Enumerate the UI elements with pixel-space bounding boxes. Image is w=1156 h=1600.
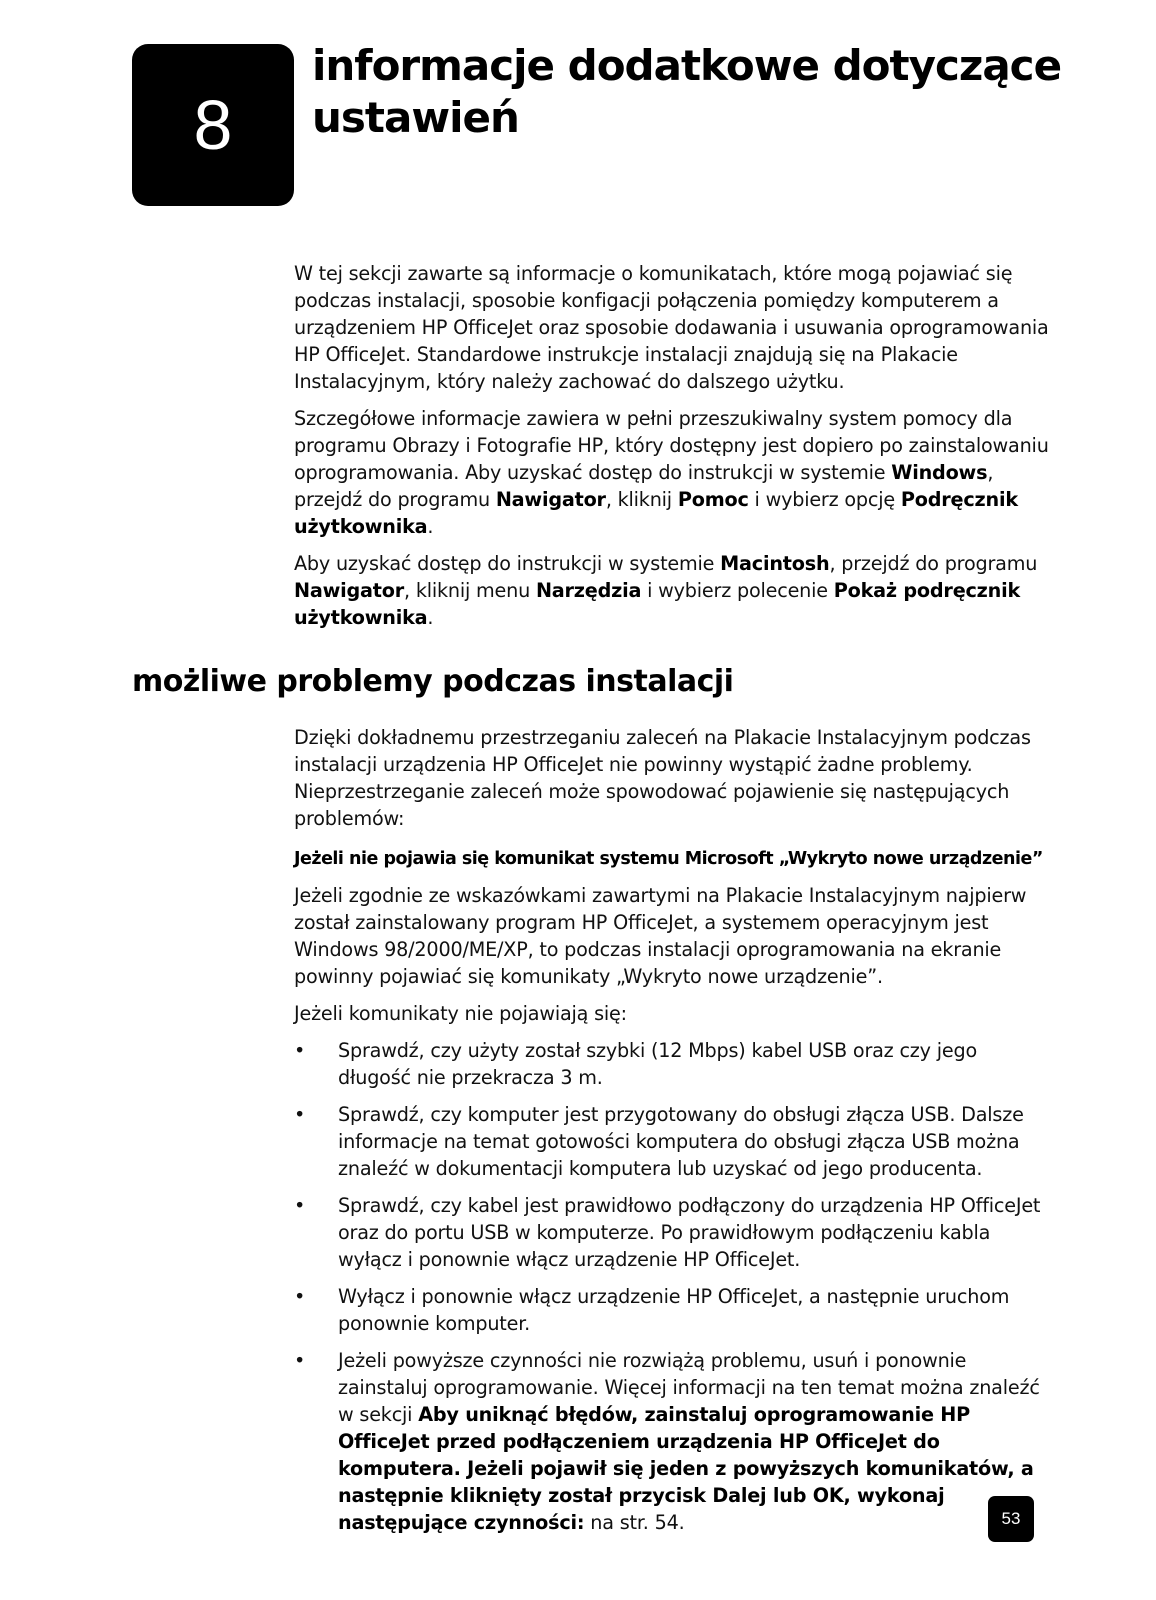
bullet-icon: • — [294, 1103, 306, 1126]
text-run: , przejdź do programu — [829, 552, 1038, 575]
text-run: i wybierz polecenie — [641, 579, 834, 602]
text-run: . — [427, 606, 434, 629]
chapter-title — [312, 40, 1092, 144]
podrecznik-term: Podręcznik użytkownika — [294, 488, 1018, 538]
text-run: Jeżeli powyższe czynności nie rozwiążą problemu, usuń i ponownie zainstaluj oprogramowanie. Więcej informacji na ten temat można znaleźć w sekcji — [338, 1349, 1040, 1426]
pomoc-term: Pomoc — [677, 488, 749, 511]
nawigator-term: Nawigator — [495, 488, 606, 511]
list-item-text: Sprawdź, czy kabel jest prawidłowo podłączony do urządzenia HP OfficeJet oraz do portu USB w komputerze. Po prawidłowym podłączeniu kabla wyłącz i ponownie włącz urządzenie HP OfficeJet. — [338, 1194, 1041, 1271]
section-paragraph-2: Jeżeli zgodnie ze wskazówkami zawartymi na Plakacie Instalacyjnym najpierw został zainstalowany program HP OfficeJet, a systemem operacyjnym jest Windows 98/2000/ME/XP, to podczas instalacji oprogramowania na ekranie powinny pojawiać się komunikaty „Wykryto nowe urządzenie”. — [294, 884, 1027, 988]
troubleshooting-list — [294, 1037, 1054, 1536]
text-run: , kliknij — [605, 488, 678, 511]
list-item — [294, 1192, 1054, 1273]
list-item — [294, 1283, 1054, 1337]
text-run: . — [427, 515, 434, 538]
text-run: Szczegółowe informacje zawiera w pełni przeszukiwalny system pomocy dla programu Obrazy i Fotografie HP, który dostępny jest dopiero po zainstalowaniu oprogramowania. Aby uzyskać dostęp do instrukcji w systemie — [294, 407, 1049, 484]
page-number: 53 — [1001, 1509, 1021, 1528]
cross-reference: Aby uniknąć błędów, zainstaluj oprogramowanie HP OfficeJet przed podłączeniem urządzenia HP OfficeJet do komputera. Jeżeli pojawił się jeden z powyższych komunikatów, a następnie kliknięty został przycisk Dalej lub OK, wykonaj następujące czynności: — [338, 1403, 1034, 1534]
pokaz-podrecznik-term: Pokaż podręcznik użytkownika — [294, 579, 1021, 629]
list-item-text: Sprawdź, czy użyty został szybki (12 Mbps) kabel USB oraz czy jego długość nie przekracza 3 m. — [338, 1039, 977, 1089]
list-item — [294, 1037, 1054, 1091]
text-run: i wybierz opcję — [748, 488, 901, 511]
chapter-title-line-2: ustawień — [312, 93, 519, 142]
nawigator-term: Nawigator — [294, 579, 405, 602]
page-number-badge — [988, 1496, 1034, 1542]
intro-block — [294, 260, 1054, 641]
windows-term: Windows — [891, 461, 988, 484]
section-paragraph-3: Jeżeli komunikaty nie pojawiają się: — [294, 1002, 627, 1025]
section-heading: możliwe problemy podczas instalacji — [132, 664, 734, 699]
list-item-text: Wyłącz i ponownie włącz urządzenie HP OfficeJet, a następnie uruchom ponownie komputer. — [338, 1285, 1010, 1335]
intro-paragraph-1: W tej sekcji zawarte są informacje o komunikatach, które mogą pojawiać się podczas instalacji, sposobie konfigacji połączenia pomiędzy komputerem a urządzeniem HP OfficeJet oraz sposobie dodawania i usuwania oprogramowania HP OfficeJet. Standardowe instrukcje instalacji znajdują się na Plakacie Instalacyjnym, który należy zachować do dalszego użytku. — [294, 262, 1049, 393]
intro-paragraph-3 — [294, 550, 1054, 631]
chapter-number: 8 — [193, 86, 233, 164]
page-reference: na str. 54. — [584, 1511, 685, 1534]
list-item — [294, 1101, 1054, 1182]
section-body — [294, 724, 1054, 1546]
bullet-icon: • — [294, 1194, 306, 1217]
text-run: , przejdź do programu — [294, 461, 994, 511]
text-run: , kliknij menu — [404, 579, 536, 602]
chapter-title-line-1: informacje dodatkowe dotyczące — [312, 41, 1062, 90]
bullet-icon: • — [294, 1039, 306, 1062]
intro-paragraph-2 — [294, 405, 1054, 540]
bullet-icon: • — [294, 1349, 306, 1372]
bullet-icon: • — [294, 1285, 306, 1308]
subheading: Jeżeli nie pojawia się komunikat systemu Microsoft „Wykryto nowe urządzenie” — [294, 849, 1043, 869]
text-run: Aby uzyskać dostęp do instrukcji w systemie — [294, 552, 721, 575]
narzedzia-term: Narzędzia — [535, 579, 642, 602]
section-paragraph-1: Dzięki dokładnemu przestrzeganiu zaleceń na Plakacie Instalacyjnym podczas instalacji urządzenia HP OfficeJet nie powinny wystąpić żadne problemy. Nieprzestrzeganie zaleceń może spowodować pojawienie się następujących problemów: — [294, 726, 1031, 830]
list-item-text: Sprawdź, czy komputer jest przygotowany do obsługi złącza USB. Dalsze informacje na temat gotowości komputera do obsługi złącza USB można znaleźć w dokumentacji komputera lub uzyskać od jego producenta. — [338, 1103, 1024, 1180]
macintosh-term: Macintosh — [720, 552, 830, 575]
chapter-number-box — [132, 44, 294, 206]
list-item-text — [338, 1349, 1040, 1534]
list-item — [294, 1347, 1054, 1536]
